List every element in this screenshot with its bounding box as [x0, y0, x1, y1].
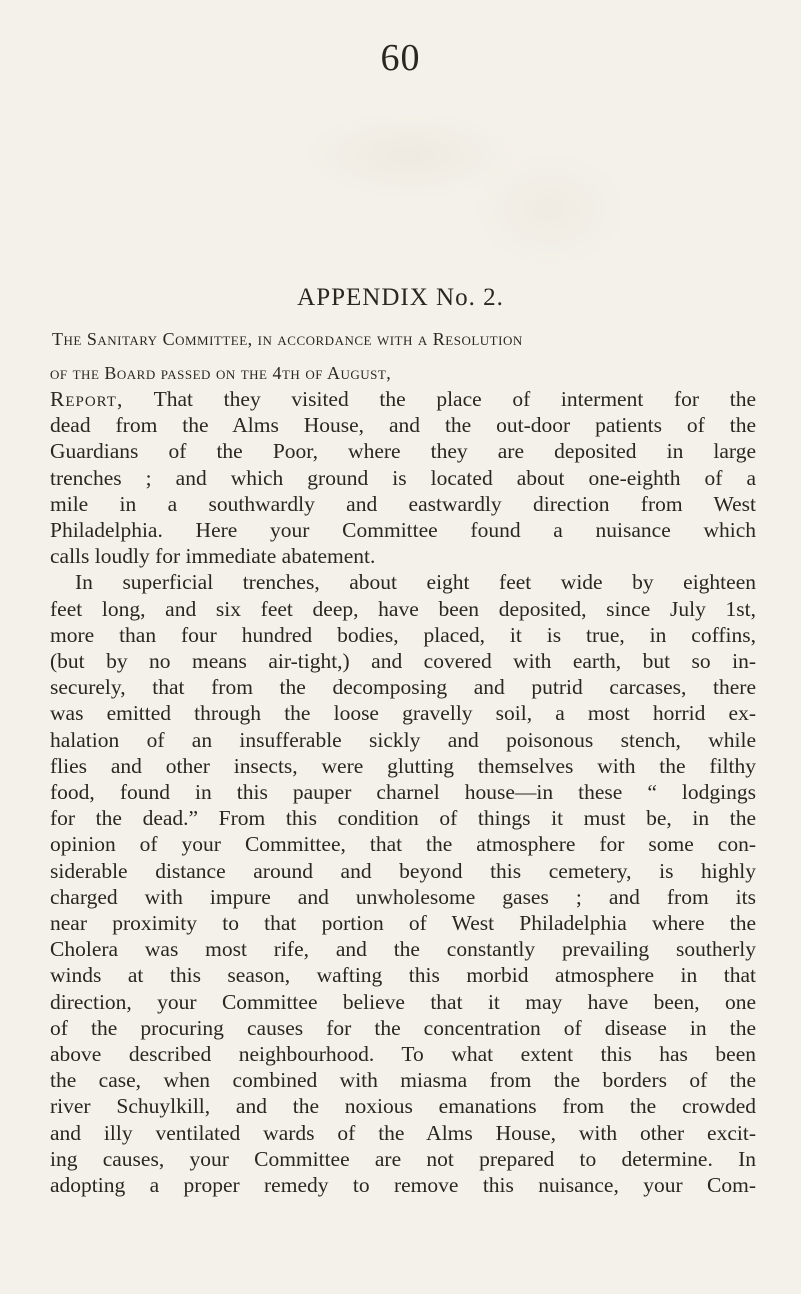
body-line: the case, when combined with miasma from the borders of the: [50, 1068, 756, 1093]
body-line: ing causes, your Committee are not prepared to determine. In: [50, 1146, 756, 1171]
body-line: direction, your Committee believe that it may have been, one: [50, 989, 756, 1014]
body-line: food, found in this pauper charnel house—in these “ lodgings: [50, 780, 756, 805]
preamble-line: The Sanitary Committee, in accordance with a Resolution: [52, 329, 523, 349]
body-line: river Schuylkill, and the noxious emanations from the crowded: [50, 1094, 756, 1119]
body-line: siderable distance around and beyond this cemetery, is highly: [50, 858, 756, 883]
body-line: adopting a proper remedy to remove this nuisance, your Com-: [50, 1173, 756, 1198]
body-line: feet long, and six feet deep, have been deposited, since July 1st,: [50, 596, 756, 621]
body-line: more than four hundred bodies, placed, it is true, in coffins,: [50, 622, 756, 647]
body-line: dead from the Alms House, and the out-door patients of the: [50, 413, 756, 438]
body-line: halation of an insufferable sickly and poisonous stench, while: [50, 727, 756, 752]
body-line: [50, 386, 756, 412]
preamble: [50, 322, 756, 390]
body-line: mile in a southwardly and eastwardly direction from West: [50, 491, 756, 516]
body-line: Guardians of the Poor, where they are deposited in large: [50, 439, 756, 464]
body-line: of the procuring causes for the concentration of disease in the: [50, 1015, 756, 1040]
body-line: trenches ; and which ground is located about one-eighth of a: [50, 465, 756, 490]
body-line: charged with impure and unwholesome gases ; and from its: [50, 884, 756, 909]
body-line: Philadelphia. Here your Committee found a nuisance which: [50, 518, 756, 543]
body-line: was emitted through the loose gravelly soil, a most horrid ex-: [50, 701, 756, 726]
body-line: opinion of your Committee, that the atmosphere for some con-: [50, 832, 756, 857]
paper-stain: [300, 110, 520, 200]
body-line-text: That they visited the place of interment for the: [123, 387, 756, 411]
body-line: near proximity to that portion of West Philadelphia where the: [50, 911, 756, 936]
body-line: securely, that from the decomposing and putrid carcases, there: [50, 675, 756, 700]
body-line: Cholera was most rife, and the constantly prevailing southerly: [50, 937, 756, 962]
body-line: above described neighbourhood. To what extent this has been: [50, 1042, 756, 1067]
body-line: In superficial trenches, about eight feet wide by eighteen: [75, 570, 756, 595]
report-lead: Report,: [50, 387, 124, 411]
body-line: and illy ventilated wards of the Alms House, with other excit-: [50, 1120, 756, 1145]
preamble-line: of the Board passed on the 4th of August,: [50, 363, 392, 383]
body-line: (but by no means air-tight,) and covered with earth, but so in-: [50, 649, 756, 674]
paper-stain: [470, 150, 630, 270]
body-line: calls loudly for immediate abatement.: [50, 544, 376, 569]
page-number: 60: [380, 37, 421, 79]
body-line: for the dead.” From this condition of things it must be, in the: [50, 806, 756, 831]
appendix-title: APPENDIX No. 2.: [297, 284, 504, 311]
body-text: [50, 386, 756, 1198]
body-line: winds at this season, wafting this morbid atmosphere in that: [50, 963, 756, 988]
body-line: flies and other insects, were glutting themselves with the filthy: [50, 753, 756, 778]
